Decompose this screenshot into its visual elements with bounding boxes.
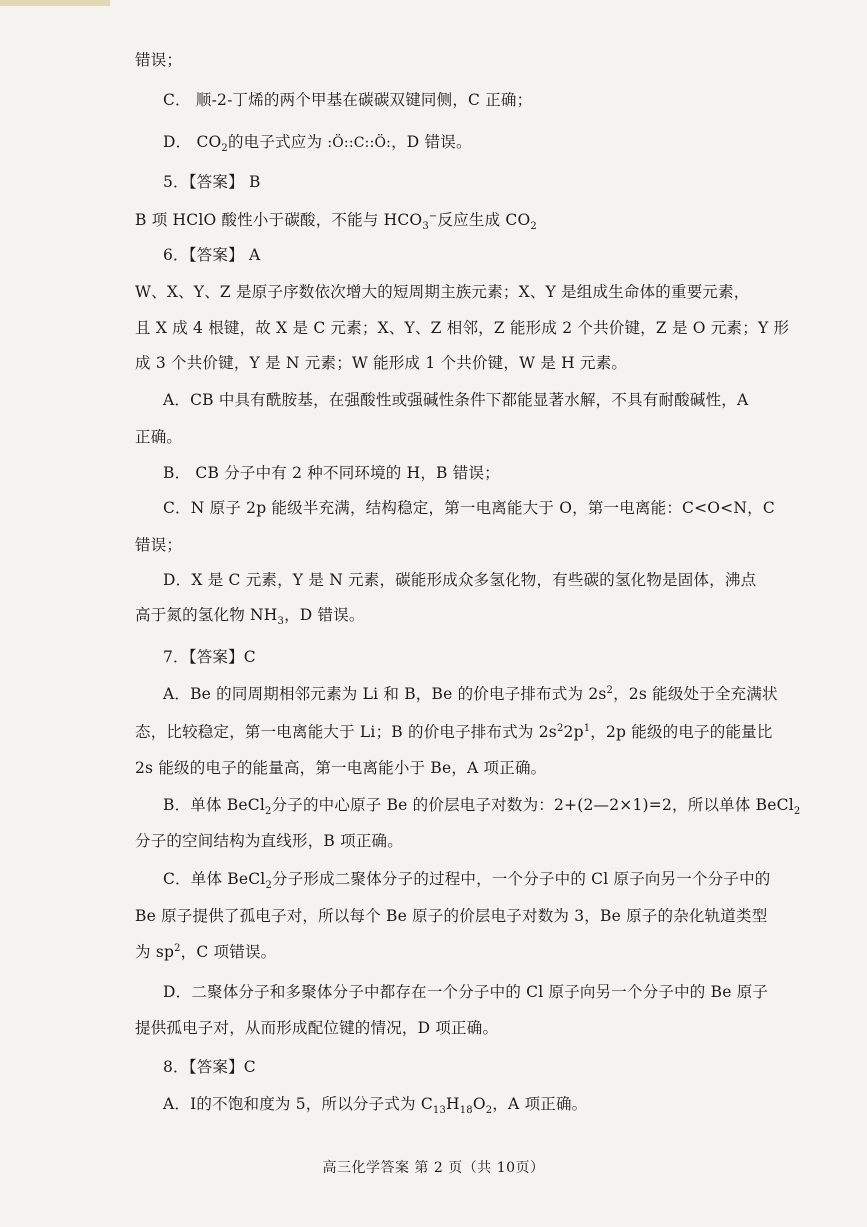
text-line: D．二聚体分子和多聚体分子中都存在一个分子中的 Cl 原子向另一个分子中的 Be 原子 (163, 983, 769, 1001)
text-line: B 项 HClO 酸性小于碳酸，不能与 $HCO_3^-$反应生成 $CO_2$ (135, 210, 537, 233)
text-line: Be 原子提供了孤电子对，所以每个 Be 原子的价层电子对数为 3，Be 原子的杂化轨道类型 (135, 907, 768, 925)
text-line: 提供孤电子对，从而形成配位键的情况，D 项正确。 (135, 1019, 499, 1037)
text-line: B． CB 分子中有 2 种不同环境的 H，B 错误； (163, 464, 500, 482)
text-line: C．N 原子 2p 能级半充满，结构稳定，第一电离能大于 O，第一电离能：C<O<N，C (163, 499, 775, 517)
text-line: D．X 是 C 元素，Y 是 N 元素，碳能形成众多氢化物，有些碳的氢化物是固体，沸点 (163, 571, 757, 589)
text-line: 分子的空间结构为直线形，B 项正确。 (135, 832, 403, 850)
text-line: 态，比较稳定，第一电离能大于 Li；B 的价电子排布式为 $2s^22p^1$，2p 能级的电子的能量比 (135, 722, 773, 741)
text-line: 且 X 成 4 根键，故 X 是 C 元素；X、Y、Z 相邻，Z 能形成 2 个共价键，Z 是 O 元素；Y 形 (135, 319, 790, 337)
text-line: A．Ⅰ的不饱和度为 5，所以分子式为 $C_{13}H_{18}O_2$，A 项正确。 (163, 1095, 588, 1117)
page-footer: 高三化学答案 第 2 页（共 10页） (322, 1160, 545, 1176)
text-line: 高于氮的氢化物 $NH_3$，D 错误。 (135, 606, 365, 628)
text-line: 正确。 (135, 428, 183, 446)
answer-heading: 7．【答案】C (163, 648, 256, 666)
answer-heading: 6．【答案】 A (163, 246, 261, 264)
answer-heading: 5．【答案】 B (163, 173, 261, 191)
text-line: A．CB 中具有酰胺基，在强酸性或强碱性条件下都能显著水解，不具有耐酸碱性，A (163, 391, 749, 409)
text-line: 2s 能级的电子的能量高，第一电离能小于 Be，A 项正确。 (135, 759, 547, 777)
text-line: 错误； (135, 51, 183, 69)
text-line: W、X、Y、Z 是原子序数依次增大的短周期主族元素；X、Y 是组成生命体的重要元素， (135, 283, 750, 301)
answer-heading: 8．【答案】C (163, 1058, 256, 1076)
text-line: B．单体 BeCl$_2$分子的中心原子 Be 的价层电子对数为：2+(2—2×1)=2，所以单体 BeCl$_2$ (163, 796, 801, 818)
text-line: D． $CO_2$的电子式应为 :Ö::C::Ö:，D 错误。 (163, 133, 472, 155)
scan-artifact (0, 0, 110, 6)
text-line: A．Be 的同周期相邻元素为 Li 和 B，Be 的价电子排布式为 $2s^2$，2s 能级处于全充满状 (163, 684, 778, 703)
text-line: C．单体 BeCl$_2$分子形成二聚体分子的过程中，一个分子中的 Cl 原子向另一个分子中的 (163, 870, 771, 892)
text-line: 为 $sp^2$，C 项错误。 (135, 942, 277, 961)
text-line: C． 顺-2-丁烯的两个甲基在碳碳双键同侧，C 正确； (163, 91, 533, 109)
text-line: 成 3 个共价键，Y 是 N 元素；W 能形成 1 个共价键，W 是 H 元素。 (135, 354, 628, 372)
text-line: 错误； (135, 536, 183, 554)
electron-formula: :Ö::C::Ö: (327, 135, 392, 151)
